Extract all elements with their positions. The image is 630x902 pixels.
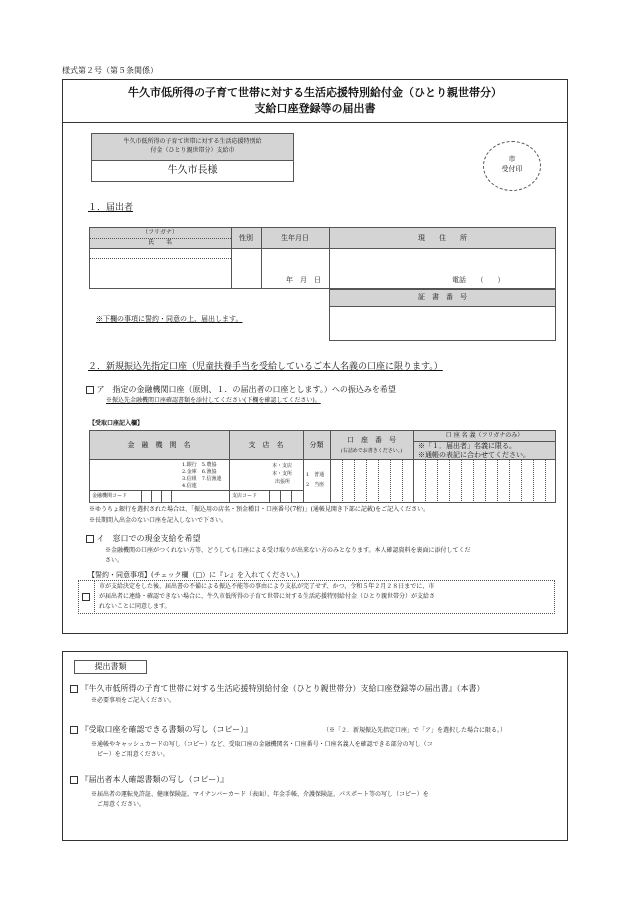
name-divider [89, 258, 231, 259]
holder-note2: ※通帳の表記に合わせてください。 [418, 451, 530, 459]
holder-cell-6 [485, 459, 486, 503]
doc-item-1-checkbox[interactable] [70, 685, 78, 693]
holder-cell-10 [533, 459, 534, 503]
addressee-line1: 牛久市低所得の子育て世帯に対する生活応援特別給 [123, 138, 262, 145]
option-b-note2: さい。 [105, 557, 124, 564]
holder-cell-2 [437, 459, 438, 503]
dob-label: 生年月日 [281, 234, 309, 242]
bank-type-2: 2.金庫 6.漁協 [182, 469, 217, 475]
doc-item-2 [70, 726, 252, 734]
doc-item-2-condition: （※「２．新規振込先指定口座」で「ア」を選択した場合に限る。） [323, 727, 507, 734]
bank-type-1: 1.銀行 5.農協 [182, 462, 217, 468]
doc-item-3-label: 『届出者本人確認書類の写し（コピー）』 [80, 775, 229, 784]
option-a-row [86, 386, 396, 394]
bank-table-label: 【受取口座記入欄】 [89, 420, 144, 427]
branch-code-cell-2 [280, 490, 281, 503]
dob-ymd: 年 月 日 [286, 276, 321, 284]
branch-code-cell-1 [269, 490, 270, 503]
doc-item-1 [70, 685, 485, 693]
holder-cell-8 [509, 459, 510, 503]
holder-cell-1 [425, 459, 426, 503]
address-label: 現 住 所 [418, 234, 467, 242]
doc-item-2-label: 『受取口座を確認できる書類の写し（コピー）』 [80, 725, 253, 734]
doc-item-3 [70, 776, 228, 784]
branch-code-label: 支店コード [232, 493, 258, 499]
section2-heading: ２．新規振込先指定口座（児童扶養手当を受給しているご本人名義の口座に限ります。） [88, 362, 443, 372]
consent-line2: が届出者に連絡・確認できない場合に、牛久市低所得の子育て世帯に対する生活応援特別給付金（ひとり親世帯分）が支給さ [99, 593, 436, 600]
option-a-note: ※振込先金融機関口座確認書類を添付してください(下欄を確認してください)。 [106, 397, 321, 404]
acct-cell-1 [342, 459, 343, 503]
form-number: 様式第２号（第５条関係） [62, 66, 158, 75]
name-label: 氏 名 [147, 239, 172, 246]
addressee-divider [91, 160, 294, 161]
branch-type-3: 出張所 [275, 479, 291, 485]
doc-item-1-label: 『牛久市低所得の子育て世帯に対する生活応援特別給付金（ひとり親世帯分）支給口座登録等の届出書』（本書） [80, 684, 485, 693]
acct-cell-6 [402, 459, 403, 503]
branch-name-label: 支 店 名 [248, 441, 284, 449]
holder-cell-3 [449, 459, 450, 503]
doc-item-2-note1: ※通帳やキャッシュカードの写し（コピー）など、受取口座の金融機関名・口座番号・口座名義人を確認できる部分の写し（コ [91, 741, 433, 748]
pledge-note: ※下欄の事項に誓約・同意の上、届出します。 [96, 315, 243, 323]
bank-code-cell-2 [151, 490, 152, 503]
bank-col-2 [303, 430, 304, 503]
holder-cell-11 [545, 459, 546, 503]
account-number-note: (右詰めでお書きください。) [340, 448, 403, 454]
holder-cell-5 [473, 459, 474, 503]
bank-code-line [89, 490, 229, 491]
holder-cell-4 [461, 459, 462, 503]
bank-type-3: 3.信組 7.信漁連 [182, 476, 222, 482]
account-type-2: 2 当座 [306, 482, 325, 488]
doc-item-3-note1: ※届出者の運転免許証、健康保険証、マイナンバーカード（表面）、年金手帳、介護保険証、パスポート等の写し（コピー）を [91, 791, 429, 798]
gender-label: 性別 [239, 234, 253, 242]
option-b-row [86, 535, 201, 543]
furigana-label: （フリガナ） [142, 229, 178, 236]
doc-item-3-checkbox[interactable] [70, 776, 78, 784]
documents-heading: 提出書類 [94, 662, 127, 671]
acct-cell-4 [378, 459, 379, 503]
option-a-label: ア 指定の金融機関口座（原則、１．の届出者の口座とします。）への振込みを希望 [96, 385, 396, 394]
account-type-1: 1 普通 [306, 472, 325, 478]
bank-col-1 [229, 430, 230, 503]
mayor-addressee: 牛久市長様 [167, 165, 218, 176]
bank-type-4: 4.信連 [182, 483, 197, 489]
phone-label: 電話 （ ） [452, 276, 505, 284]
bank-code-cell-4 [171, 490, 172, 503]
consent-checkbox[interactable] [82, 593, 90, 601]
branch-type-2: 本・支所 [272, 471, 293, 477]
doc-item-2-checkbox[interactable] [70, 726, 78, 734]
holder-label: 口 座 名 義（フリガナのみ） [445, 432, 524, 439]
holder-note1: ※「１．届出者」名義に限る。 [418, 442, 516, 450]
stamp-label-city: 市 [508, 155, 516, 163]
branch-type-1: 本・支店 [272, 463, 293, 469]
option-b-note1: ※金融機関の口座がつくれない方等、どうしても口座による受け取りが出来ない方のみとなります。本人確認資料を裏面に添付してくだ [105, 547, 471, 554]
consent-heading: 【誓約・同意事項】(チェック欄（□）に『レ』を入れてください。) [88, 571, 300, 579]
section1-heading: １．届出者 [88, 203, 134, 213]
cert-number-label: 証 書 番 号 [418, 293, 467, 301]
consent-line1: 市が支給決定をした後、届出書の不備による振込不能等の事由により支払が完了せず、かつ、令和５年２月２８日までに、市 [99, 583, 435, 590]
acct-cell-5 [390, 459, 391, 503]
acct-cell-2 [354, 459, 355, 503]
yucho-note: ※ゆうちょ銀行を選択された場合は、「振込用の店名・預金種目・口座番号(7桁)」(通帳見開き下部に記載)をご記入ください。 [89, 506, 430, 513]
bank-name-label: 金 融 機 関 名 [127, 441, 191, 449]
bank-code-label: 金融機関コード [92, 493, 128, 499]
branch-code-cell-3 [291, 490, 292, 503]
holder-cell-9 [521, 459, 522, 503]
title-divider [62, 122, 568, 123]
account-number-label: 口 座 番 号 [347, 436, 396, 444]
stamp-label-receipt: 受付印 [501, 165, 523, 173]
consent-box-divider [94, 580, 95, 614]
doc-item-2-note2: ピー）をご用意ください。 [97, 751, 169, 758]
type-label: 分類 [309, 441, 324, 449]
acct-cell-3 [366, 459, 367, 503]
longterm-note: ※長期間入出金のない口座を記入しないで下さい。 [89, 517, 228, 524]
bank-code-cell-3 [161, 490, 162, 503]
doc-item-3-note2: ご用意ください。 [97, 801, 146, 808]
option-b-label: イ 窓口での現金支給を希望 [96, 534, 201, 543]
option-b-checkbox[interactable] [86, 535, 94, 543]
form-title-line1: 牛久市低所得の子育て世帯に対する生活応援特別給付金（ひとり親世帯分） [128, 86, 502, 99]
doc-item-1-note: ※必要事項をご記入ください。 [91, 697, 176, 704]
holder-cell-7 [497, 459, 498, 503]
cert-divider [329, 306, 556, 307]
addressee-line2: 付金（ひとり親世帯分）支給市 [150, 147, 235, 154]
form-title-line2: 支給口座登録等の届出書 [254, 102, 376, 115]
option-a-checkbox[interactable] [86, 386, 94, 394]
bank-code-cell-1 [141, 490, 142, 503]
consent-line3: れないことに同意します。 [99, 603, 171, 610]
applicant-header-line [89, 248, 556, 249]
